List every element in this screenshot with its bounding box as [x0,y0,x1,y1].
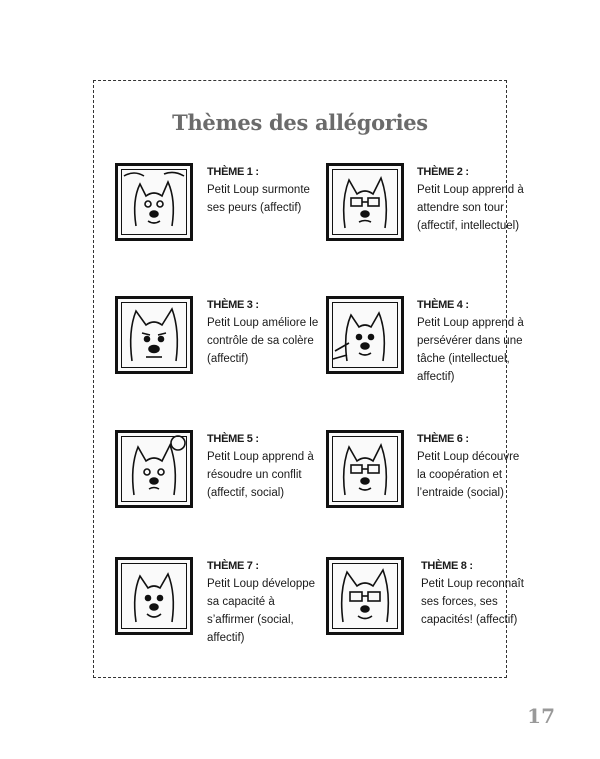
theme-label: THÈME 5 : [207,433,259,445]
wolf-illustration-icon [326,557,404,635]
wolf-illustration-icon [326,296,404,374]
theme-description: Petit Loup apprend à résoudre un conflit (affectif, social) [207,451,314,499]
theme-label: THÈME 3 : [207,299,259,311]
wolf-illustration-icon [115,296,193,374]
theme-label: THÈME 4 : [417,299,469,311]
theme-description: Petit Loup améliore le contrôle de sa colère (affectif) [207,317,319,365]
theme-label: THÈME 7 : [207,560,259,572]
theme-description: Petit Loup développe sa capacité à s’affirmer (social, affectif) [207,578,316,644]
wolf-illustration-icon [326,430,404,508]
theme-description: Petit Loup surmonte ses peurs (affectif) [207,184,310,214]
wolf-illustration-icon [115,557,193,635]
theme-label: THÈME 8 : [421,560,473,572]
wolf-illustration-icon [115,430,193,508]
theme-label: THÈME 6 : [417,433,469,445]
page-title: Thèmes des allégories [172,110,428,135]
wolf-illustration-icon [115,163,193,241]
theme-label: THÈME 1 : [207,166,259,178]
theme-description: Petit Loup apprend à attendre son tour (affectif, intellectuel) [417,184,524,232]
theme-description: Petit Loup apprend à persévérer dans une tâche (intellectuel, affectif) [417,317,524,383]
page-number: 17 [527,704,555,728]
theme-description: Petit Loup reconnaît ses forces, ses capacités! (affectif) [421,578,524,626]
wolf-illustration-icon [326,163,404,241]
theme-description: Petit Loup découvre la coopération et l’entraide (social) [417,451,520,499]
theme-label: THÈME 2 : [417,166,469,178]
